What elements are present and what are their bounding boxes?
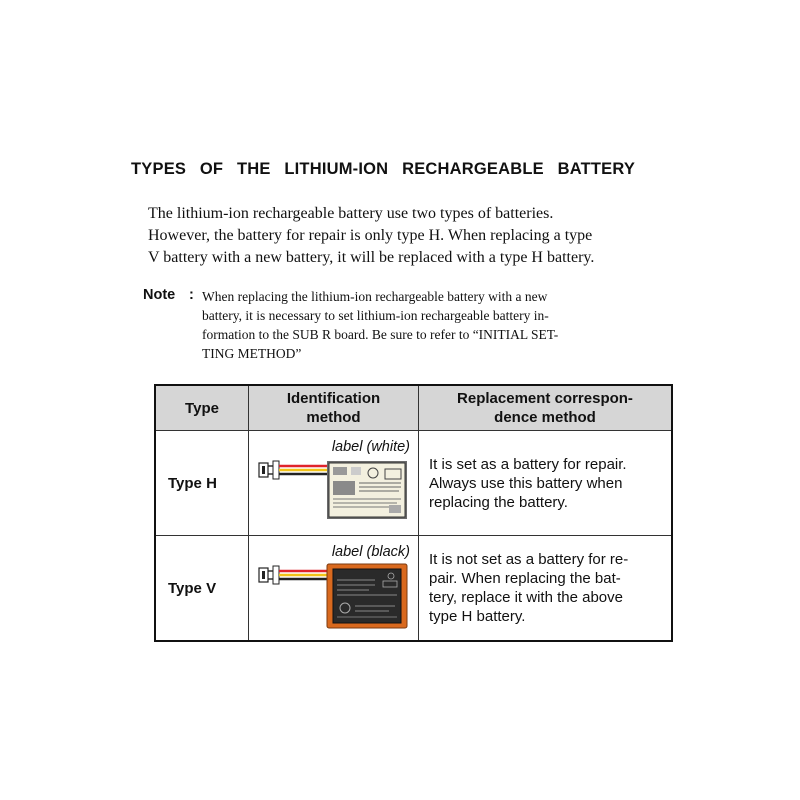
description-cell: [419, 536, 673, 642]
page-title: TYPES OF THE LITHIUM-ION RECHARGEABLE BATTERY: [131, 160, 636, 178]
type-cell: Type H: [155, 431, 249, 536]
note-line: battery, it is necessary to set lithium-ion rechargeable battery in-: [202, 308, 549, 323]
type-cell: Type V: [155, 536, 249, 642]
note-colon: :: [189, 287, 194, 303]
description-line: pair. When replacing the bat-: [429, 570, 621, 587]
image-cell: [249, 431, 419, 536]
header-identification: [249, 385, 419, 431]
description-line: Always use this battery when: [429, 474, 623, 492]
header-line: Replacement correspon-: [457, 390, 633, 407]
header-line: method: [306, 409, 361, 426]
intro-line: The lithium-ion rechargeable battery use two types of batteries.: [148, 205, 554, 222]
description-line: It is not set as a battery for re-: [429, 551, 629, 568]
description-line: tery, replace it with the above: [429, 589, 623, 606]
intro-line: V battery with a new battery, it will be replaced with a type H battery.: [148, 249, 595, 266]
note-line: When replacing the lithium-ion rechargeable battery with a new: [202, 289, 548, 304]
description-cell: [419, 431, 673, 536]
battery-types-table: [154, 384, 673, 642]
image-label: label (white): [331, 439, 410, 455]
note-text: [202, 287, 642, 363]
table-row: [155, 431, 672, 536]
description-line: replacing the battery.: [429, 493, 568, 511]
table-header-row: [155, 385, 672, 431]
header-type: Type: [155, 385, 249, 431]
description-line: type H battery.: [429, 608, 526, 625]
note-label: Note: [143, 287, 176, 303]
header-replacement: [419, 385, 673, 431]
intro-paragraph: [148, 203, 648, 269]
header-line: Identification: [286, 390, 381, 407]
image-cell: [249, 536, 419, 642]
header-line: dence method: [494, 409, 596, 426]
note-line: TING METHOD”: [202, 346, 302, 361]
description-line: It is set as a battery for repair.: [429, 455, 627, 473]
intro-line: However, the battery for repair is only type H. When replacing a type: [148, 227, 593, 244]
image-label: label (black): [331, 544, 410, 560]
note-line: formation to the SUB R board. Be sure to refer to “INITIAL SET-: [202, 327, 559, 342]
table-row: [155, 536, 672, 642]
